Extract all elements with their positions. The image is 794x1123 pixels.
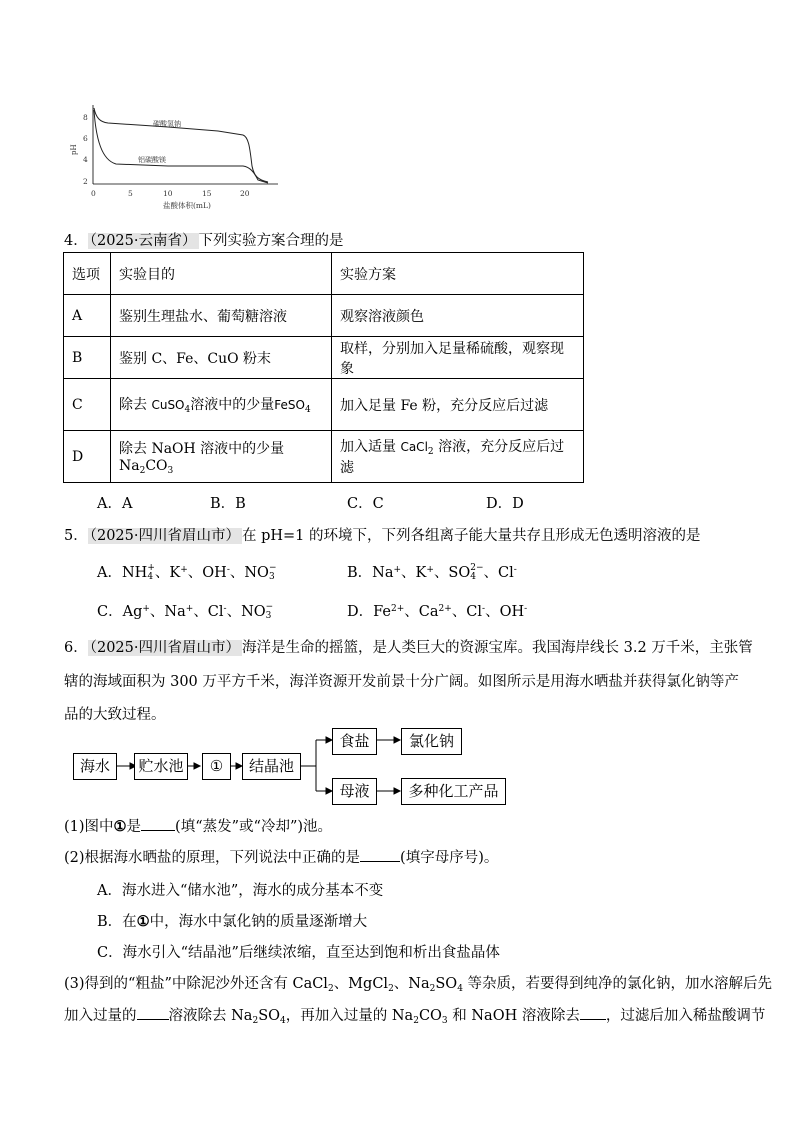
- option-c: C: [64, 379, 111, 431]
- x-axis-label: 盐酸体积(mL): [163, 201, 211, 210]
- answer-blank-4[interactable]: [580, 1005, 606, 1020]
- q6-source-tag: （2025·四川省眉山市）: [89, 640, 240, 656]
- plan-d: 加入适量 CaCl$_2$ 溶液，充分反应后过滤: [332, 431, 584, 483]
- q6-part3-line1: (3)得到的“粗盐”中除泥沙外还含有 CaCl$_2$、MgCl$_2$、$Na_2SO_4$ 等杂质，若要得到纯净的氯化钠，加水溶解后先: [64, 976, 773, 994]
- y-tick-4: 4: [83, 155, 88, 164]
- q4-source-tag: （2025·云南省）: [89, 233, 197, 249]
- y-tick-6: 6: [83, 134, 88, 143]
- q5-source-tag: （2025·四川省眉山市）: [89, 528, 240, 544]
- q4-stem-text: 下列实验方案合理的是: [198, 233, 344, 249]
- series-line-bicarbonate: [94, 108, 268, 182]
- q4-answer-b: B．B: [210, 496, 246, 512]
- x-tick-20: 20: [240, 189, 250, 198]
- q4-answer-c: C．C: [347, 496, 384, 512]
- table-row: [64, 431, 584, 483]
- q6-part2: (2)根据海水晒盐的原理，下列说法中正确的是 (填字母序号)。: [64, 846, 498, 867]
- q6-stem-line1: 6． （2025·四川省眉山市） 海洋是生命的摇篮，是人类巨大的资源宝库。我国海岸线长 3.2 万千米，主张管: [64, 640, 753, 656]
- q5-stem: 5． （2025·四川省眉山市） 在 pH=1 的环境下，下列各组离子能大量共存且形成无色透明溶液的是: [64, 528, 701, 544]
- q5-option-b: B．Na+、K+、SO 2− 4 、Cl-: [347, 563, 517, 582]
- q6-stem-line2: 辖的海域面积为 300 万平方千米，海洋资源开发前景十分广阔。如图所示是用海水晒盐并获得氯化钠等产: [64, 674, 739, 690]
- header-goal: 实验目的: [111, 253, 332, 295]
- q4-answer-a: A．A: [97, 496, 133, 512]
- formula-cuso4: CuSO: [151, 398, 185, 412]
- answer-blank-3[interactable]: [137, 1005, 169, 1020]
- goal-c: 除去 CuSO$_4$溶液中的少量FeSO$_4$: [111, 379, 332, 431]
- q6-stem-line3: 品的大致过程。: [64, 707, 166, 723]
- q5-option-c: C．Ag+、Na+、Cl-、NO − 3: [97, 602, 274, 621]
- flow-box-chemicals: 多种化工产品: [401, 778, 506, 805]
- table-row: [64, 295, 584, 337]
- q5-option-a: A．NH + 4 、K+、OH-、NO − 3: [97, 563, 277, 582]
- flow-box-mother-liquor: 母液: [332, 778, 377, 805]
- plan-b: 取样，分别加入足量稀硫酸，观察现象: [332, 337, 584, 379]
- table-row: [64, 379, 584, 431]
- y-tick-2: 2: [83, 177, 88, 186]
- q4-table: [63, 252, 584, 483]
- q6-part2-option-b: B．在①中，海水中氯化钠的质量逐渐增大: [97, 913, 368, 930]
- circled-one-icon: ①: [113, 818, 127, 835]
- answer-blank-2[interactable]: [360, 847, 400, 862]
- flow-box-salt: 食盐: [332, 728, 377, 755]
- option-d: D: [64, 431, 111, 483]
- header-option: 选项: [64, 253, 111, 295]
- table-row: [64, 337, 584, 379]
- goal-b: 鉴别 C、Fe、CuO 粉末: [111, 337, 332, 379]
- ph-chart: [68, 100, 288, 215]
- q4-stem: [64, 229, 344, 250]
- x-tick-15: 15: [202, 189, 212, 198]
- flow-box-nacl: 氯化钠: [401, 728, 462, 755]
- answer-blank-1[interactable]: [141, 816, 175, 831]
- x-tick-0: 0: [91, 189, 96, 198]
- q5-option-d: D．$Fe^{2+}$、$Ca^{2+}$、Cl-、OH-: [347, 604, 528, 620]
- circled-one-icon: ①: [136, 913, 150, 930]
- y-axis-label: pH: [70, 144, 78, 155]
- q4-number: 4．: [64, 233, 88, 249]
- y-tick-8: 8: [83, 113, 88, 122]
- option-b: B: [64, 337, 111, 379]
- series-label-bicarbonate: 碳酸氢钠: [153, 120, 181, 128]
- q6-part2-option-a: A．海水进入“储水池”，海水的成分基本不变: [97, 883, 384, 899]
- formula-feso4: FeSO: [274, 398, 305, 412]
- x-tick-5: 5: [128, 189, 133, 198]
- flow-box-crystallizer: 结晶池: [242, 753, 301, 780]
- plan-c: 加入足量 Fe 粉，充分反应后过滤: [332, 379, 584, 431]
- table-header-row: [64, 253, 584, 295]
- series-label-hydrotalcite: 铝碳酸镁: [138, 156, 166, 164]
- q4-answer-d: D．D: [486, 496, 524, 512]
- q6-part1: (1)图中①是 (填“蒸发”或“冷却”)池。: [64, 818, 333, 835]
- goal-a: 鉴别生理盐水、葡萄糖溶液: [111, 295, 332, 337]
- flow-box-seawater: 海水: [73, 753, 117, 780]
- flow-box-pool-1: ①: [202, 753, 231, 780]
- header-plan: 实验方案: [332, 253, 584, 295]
- flow-box-reservoir: 贮水池: [134, 753, 188, 780]
- q6-part3-line2: 加入过量的 溶液除去 $Na_2SO_4$，再加入过量的 $Na_2CO_3$ 和 NaOH 溶液除去 ，过滤后加入稀盐酸调节: [64, 1004, 765, 1026]
- series-line-hydrotalcite: [94, 110, 268, 183]
- option-a: A: [64, 295, 111, 337]
- plan-a: 观察溶液颜色: [332, 295, 584, 337]
- q6-part2-option-c: C．海水引入“结晶池”后继续浓缩，直至达到饱和析出食盐晶体: [97, 945, 500, 961]
- goal-d: 除去 NaOH 溶液中的少量 $Na_2CO_3$: [111, 431, 332, 483]
- x-tick-10: 10: [163, 189, 173, 198]
